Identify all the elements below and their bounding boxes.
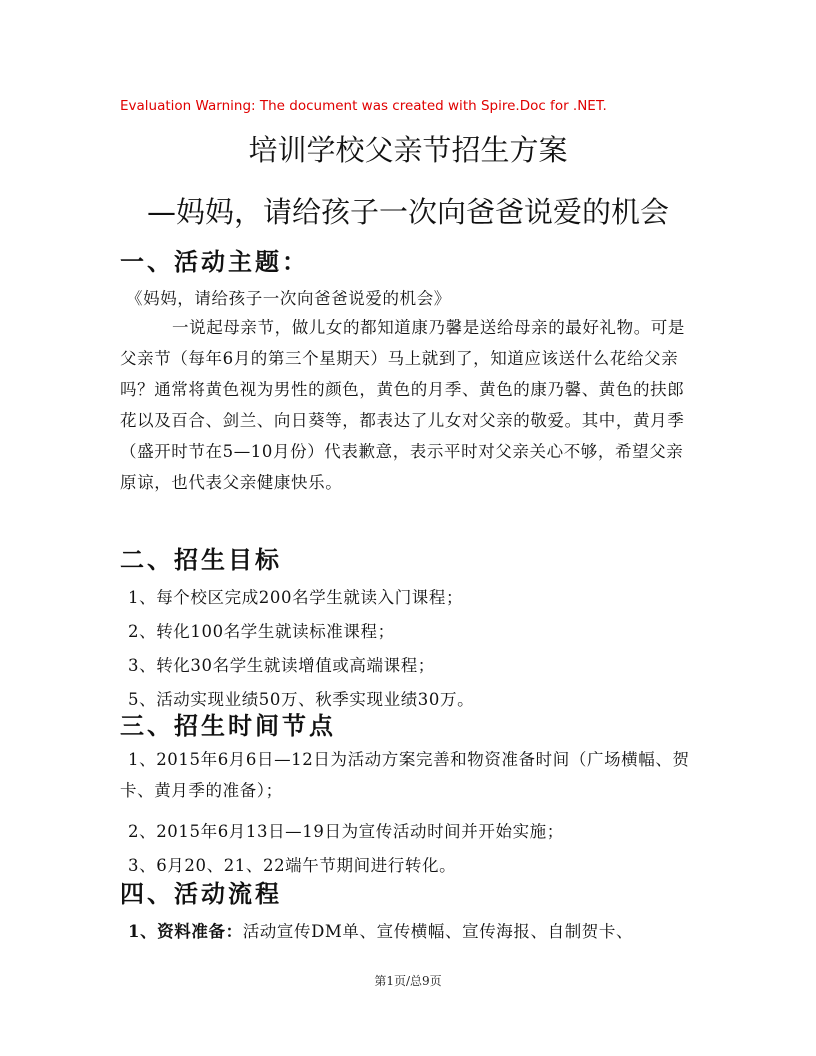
section-heading-process: 四、活动流程 bbox=[120, 879, 282, 908]
evaluation-warning: Evaluation Warning: The document was created with Spire.Doc for .NET. bbox=[120, 98, 607, 114]
document-subtitle: —妈妈，请给孩子一次向爸爸说爱的机会 bbox=[146, 195, 669, 229]
page-footer: 第1页/总9页 bbox=[374, 974, 442, 988]
process-item-label: 1、资料准备： bbox=[128, 922, 243, 941]
goal-item: 2、转化100名学生就读标准课程； bbox=[128, 622, 395, 641]
section-heading-timeline: 三、招生时间节点 bbox=[120, 711, 336, 740]
theme-line: 《妈妈，请给孩子一次向爸爸说爱的机会》 bbox=[126, 289, 451, 308]
goal-item: 1、每个校区完成200名学生就读入门课程； bbox=[128, 588, 464, 607]
theme-paragraph: 一说起母亲节，做儿女的都知道康乃馨是送给母亲的最好礼物。可是父亲节（每年6月的第三个星期天）马上就到了，知道应该送什么花给父亲吗？通常将黄色视为男性的颜色，黄色的月季、黄色的康乃馨、黄色的扶郎花以及百合、剑兰、向日葵等，都表达了儿女对父亲的敬爱。其中，黄月季（盛开时节在5—10月份）代表歉意，表示平时对父亲关心不够，希望父亲原谅，也代表父亲健康快乐。 bbox=[120, 318, 685, 492]
process-item-text: 活动宣传DM单、宣传横幅、宣传海报、自制贺卡、 bbox=[242, 922, 634, 941]
timeline-item: 2、2015年6月13日—19日为宣传活动时间并开始实施； bbox=[128, 822, 564, 841]
goal-item: 5、活动实现业绩50万、秋季实现业绩30万。 bbox=[128, 690, 475, 709]
timeline-item: 3、6月20、21、22端午节期间进行转化。 bbox=[128, 856, 457, 875]
document-title: 培训学校父亲节招生方案 bbox=[248, 133, 568, 167]
section-heading-goals: 二、招生目标 bbox=[120, 545, 282, 574]
section-heading-theme: 一、活动主题： bbox=[120, 247, 309, 276]
process-item bbox=[128, 918, 633, 942]
goal-item: 3、转化30名学生就读增值或高端课程； bbox=[128, 656, 435, 675]
timeline-item: 1、2015年6月6日—12日为活动方案完善和物资准备时间（广场横幅、贺卡、黄月季的准备）； bbox=[120, 750, 690, 800]
